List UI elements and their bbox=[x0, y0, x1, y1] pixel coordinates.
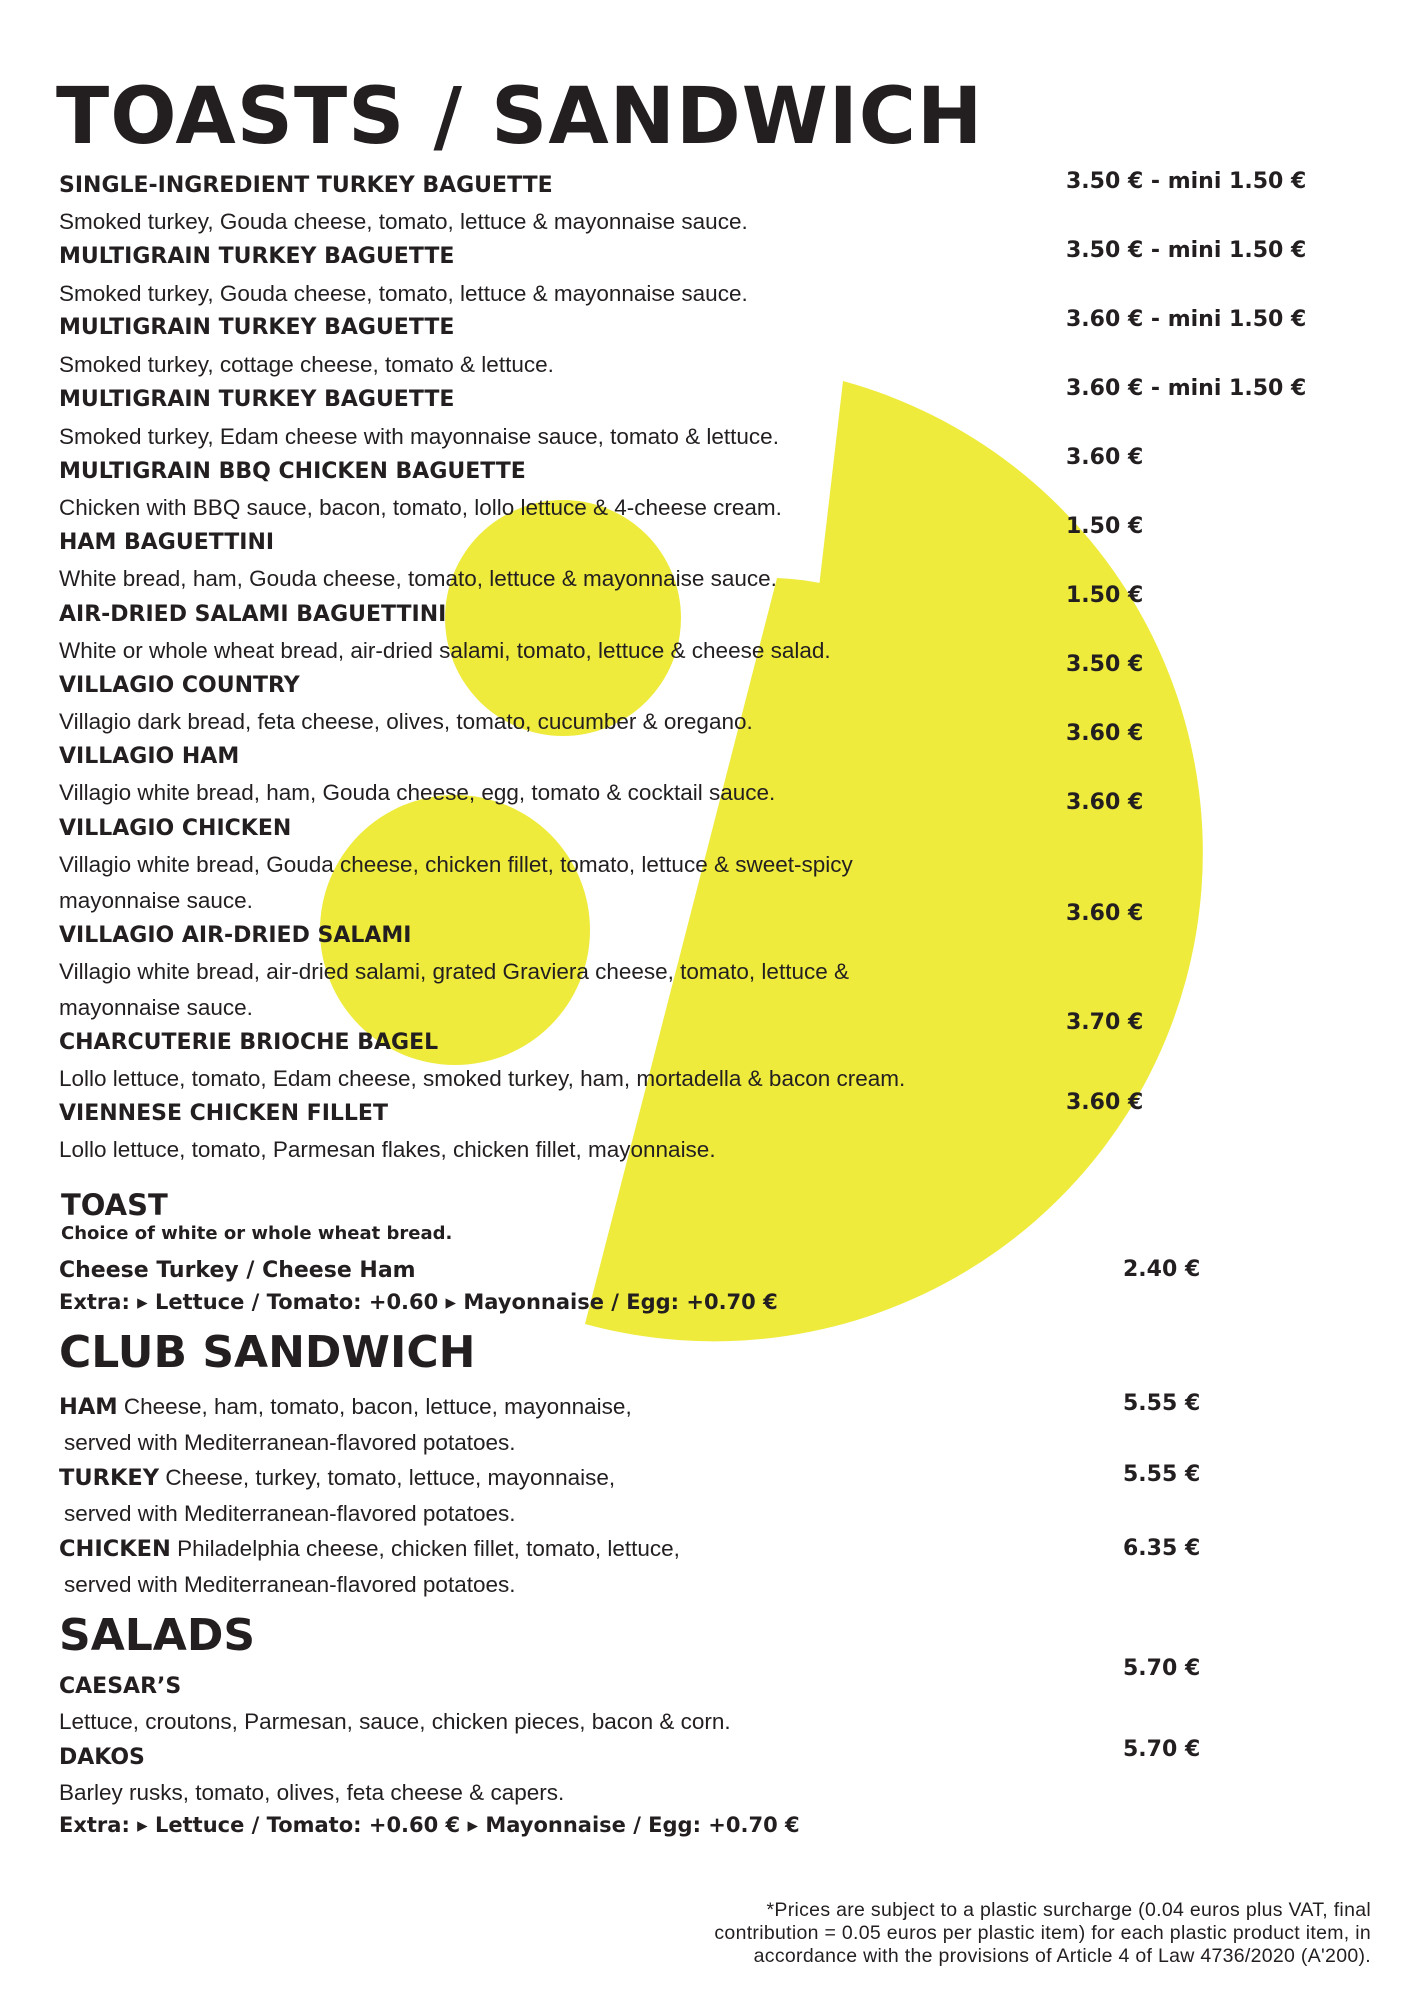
toast-bread-note: Choice of white or whole wheat bread. bbox=[61, 1223, 453, 1244]
footnote-line: accordance with the provisions of Article 4 of Law 4736/2020 (A'200). bbox=[753, 1945, 1371, 1967]
club-item-price: 5.55 € bbox=[1123, 1391, 1201, 1416]
club-item-name: CHICKEN bbox=[59, 1536, 171, 1562]
salad-item-description: Lettuce, croutons, Parmesan, sauce, chicken pieces, bacon & corn. bbox=[59, 1709, 731, 1734]
item-price: 3.50 € bbox=[1066, 652, 1144, 677]
toast-extras: Extra: ▸ Lettuce / Tomato: +0.60 ▸ Mayonnaise / Egg: +0.70 € bbox=[59, 1290, 778, 1314]
footnote-line: contribution = 0.05 euros per plastic item) for each plastic product item, in bbox=[714, 1922, 1371, 1944]
salad-item-price: 5.70 € bbox=[1123, 1656, 1201, 1681]
club-item bbox=[59, 1396, 632, 1419]
toast-item-price: 2.40 € bbox=[1123, 1257, 1201, 1282]
club-item-name: TURKEY bbox=[59, 1465, 160, 1491]
club-item-description: Cheese, ham, tomato, bacon, lettuce, mayonnaise, bbox=[123, 1394, 632, 1419]
item-name: VIENNESE CHICKEN FILLET bbox=[59, 1101, 388, 1126]
item-price: 3.60 € bbox=[1066, 1090, 1144, 1115]
item-description-continued: mayonnaise sauce. bbox=[59, 995, 253, 1020]
item-price: 1.50 € bbox=[1066, 514, 1144, 539]
club-item-description: Philadelphia cheese, chicken fillet, tomato, lettuce, bbox=[177, 1536, 680, 1561]
club-item-price: 6.35 € bbox=[1123, 1536, 1201, 1561]
item-name: AIR-DRIED SALAMI BAGUETTINI bbox=[59, 602, 447, 627]
item-price: 3.70 € bbox=[1066, 1010, 1144, 1035]
club-item-description-continued: served with Mediterranean-flavored potatoes. bbox=[64, 1572, 516, 1597]
salad-extras: Extra: ▸ Lettuce / Tomato: +0.60 € ▸ Mayonnaise / Egg: +0.70 € bbox=[59, 1813, 800, 1837]
item-description: Smoked turkey, cottage cheese, tomato & lettuce. bbox=[59, 352, 554, 377]
item-description: Chicken with BBQ sauce, bacon, tomato, lollo lettuce & 4-cheese cream. bbox=[59, 495, 782, 520]
club-item bbox=[59, 1538, 680, 1561]
item-description: White or whole wheat bread, air-dried salami, tomato, lettuce & cheese salad. bbox=[59, 638, 831, 663]
item-description: Villagio white bread, Gouda cheese, chicken fillet, tomato, lettuce & sweet-spicy bbox=[59, 852, 853, 877]
item-name: MULTIGRAIN BBQ CHICKEN BAGUETTE bbox=[59, 459, 526, 484]
item-description: Villagio white bread, ham, Gouda cheese, egg, tomato & cocktail sauce. bbox=[59, 780, 776, 805]
salad-item-description: Barley rusks, tomato, olives, feta cheese & capers. bbox=[59, 1780, 565, 1805]
item-name: VILLAGIO AIR-DRIED SALAMI bbox=[59, 923, 412, 948]
item-price: 3.50 € - mini 1.50 € bbox=[1066, 169, 1307, 194]
item-description: Smoked turkey, Edam cheese with mayonnaise sauce, tomato & lettuce. bbox=[59, 424, 779, 449]
salad-item-price: 5.70 € bbox=[1123, 1737, 1201, 1762]
club-item-price: 5.55 € bbox=[1123, 1462, 1201, 1487]
yellow-circle-upper bbox=[445, 500, 681, 736]
item-price: 3.60 € - mini 1.50 € bbox=[1066, 376, 1307, 401]
item-price: 3.60 € bbox=[1066, 901, 1144, 926]
item-name: CHARCUTERIE BRIOCHE BAGEL bbox=[59, 1030, 439, 1055]
salad-item-name: CAESAR’S bbox=[59, 1674, 182, 1699]
item-price: 1.50 € bbox=[1066, 583, 1144, 608]
item-description: Villagio white bread, air-dried salami, grated Graviera cheese, tomato, lettuce & bbox=[59, 959, 849, 984]
salads-section-title: SALADS bbox=[59, 1610, 256, 1661]
item-price: 3.60 € bbox=[1066, 790, 1144, 815]
item-price: 3.60 € bbox=[1066, 445, 1144, 470]
salad-item-name: DAKOS bbox=[59, 1745, 145, 1770]
item-name: VILLAGIO CHICKEN bbox=[59, 816, 292, 841]
item-description: Villagio dark bread, feta cheese, olives, tomato, cucumber & oregano. bbox=[59, 709, 753, 734]
item-price: 3.60 € - mini 1.50 € bbox=[1066, 307, 1307, 332]
item-description-continued: mayonnaise sauce. bbox=[59, 888, 253, 913]
club-item-description-continued: served with Mediterranean-flavored potatoes. bbox=[64, 1430, 516, 1455]
club-item-description-continued: served with Mediterranean-flavored potatoes. bbox=[64, 1501, 516, 1526]
item-name: MULTIGRAIN TURKEY BAGUETTE bbox=[59, 315, 455, 340]
page-title: TOASTS / SANDWICH bbox=[56, 72, 984, 162]
item-description: Smoked turkey, Gouda cheese, tomato, lettuce & mayonnaise sauce. bbox=[59, 209, 748, 234]
toast-section-title: TOAST bbox=[61, 1188, 168, 1222]
item-name: VILLAGIO COUNTRY bbox=[59, 673, 300, 698]
item-name: SINGLE-INGREDIENT TURKEY BAGUETTE bbox=[59, 173, 553, 198]
item-description: Lollo lettuce, tomato, Edam cheese, smoked turkey, ham, mortadella & bacon cream. bbox=[59, 1066, 906, 1091]
item-description: Smoked turkey, Gouda cheese, tomato, lettuce & mayonnaise sauce. bbox=[59, 281, 748, 306]
item-description: White bread, ham, Gouda cheese, tomato, lettuce & mayonnaise sauce. bbox=[59, 566, 777, 591]
footnote-line: *Prices are subject to a plastic surcharge (0.04 euros plus VAT, final bbox=[766, 1899, 1371, 1921]
item-name: MULTIGRAIN TURKEY BAGUETTE bbox=[59, 387, 455, 412]
item-description: Lollo lettuce, tomato, Parmesan flakes, chicken fillet, mayonnaise. bbox=[59, 1137, 716, 1162]
toast-item-name: Cheese Turkey / Cheese Ham bbox=[59, 1258, 416, 1283]
club-item bbox=[59, 1467, 615, 1490]
item-name: VILLAGIO HAM bbox=[59, 744, 240, 769]
club-item-name: HAM bbox=[59, 1394, 118, 1420]
item-price: 3.50 € - mini 1.50 € bbox=[1066, 238, 1307, 263]
item-name: HAM BAGUETTINI bbox=[59, 530, 275, 555]
club-section-title: CLUB SANDWICH bbox=[59, 1327, 476, 1378]
club-item-description: Cheese, turkey, tomato, lettuce, mayonnaise, bbox=[165, 1465, 616, 1490]
item-name: MULTIGRAIN TURKEY BAGUETTE bbox=[59, 244, 455, 269]
plastic-surcharge-footnote bbox=[714, 1899, 1371, 1968]
item-price: 3.60 € bbox=[1066, 721, 1144, 746]
